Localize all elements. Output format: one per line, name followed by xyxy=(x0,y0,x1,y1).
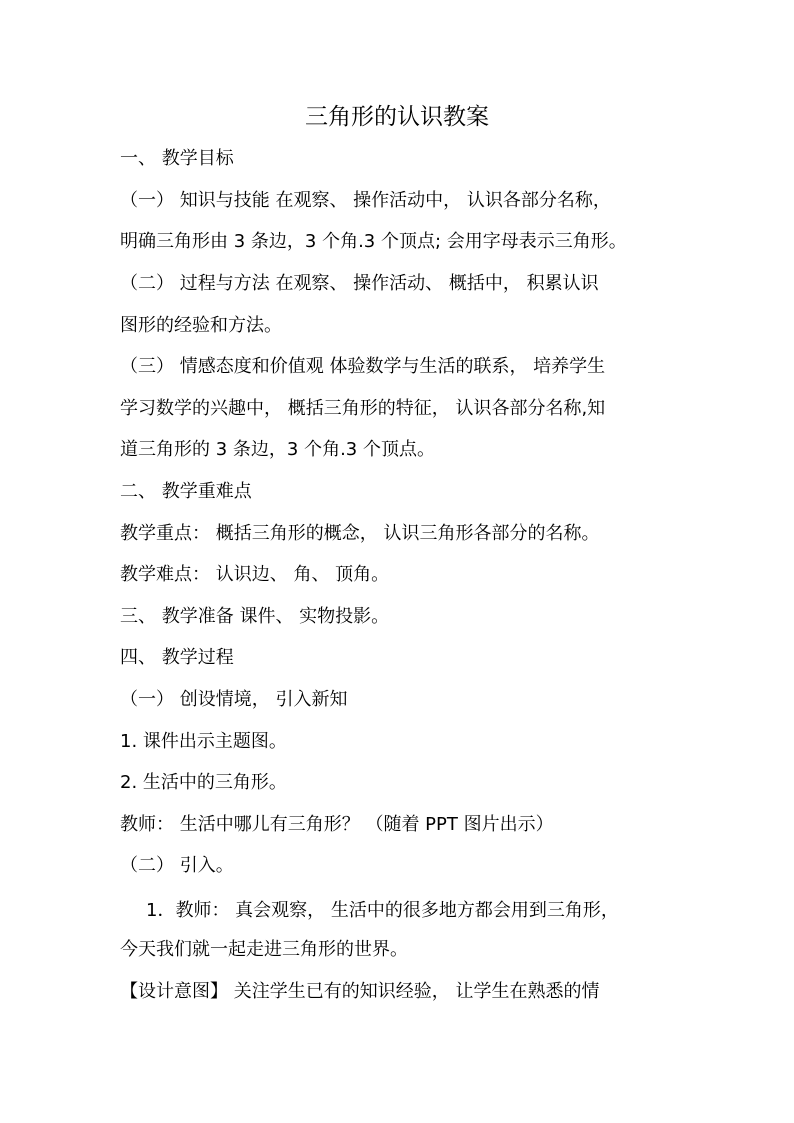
heading-teaching-process: 四、 教学过程 xyxy=(120,647,234,668)
heading-key-points: 二、 教学重难点 xyxy=(120,481,252,502)
text-line: （一） 知识与技能 在观察、 操作活动中， 认识各部分名称， xyxy=(120,190,611,211)
text-line: 今天我们就一起走进三角形的世界。 xyxy=(120,939,408,960)
document-title: 三角形的认识教案 xyxy=(305,104,489,130)
text-line: 学习数学的兴趣中， 概括三角形的特征， 认识各部分名称,知 xyxy=(120,398,606,419)
text-line: 1．教师： 真会观察， 生活中的很多地方都会用到三角形， xyxy=(146,900,619,921)
text-line: （一） 创设情境， 引入新知 xyxy=(120,689,348,710)
text-line: 明确三角形由 3 条边，3 个角.3 个顶点; 会用字母表示三角形。 xyxy=(120,231,627,252)
text-line: （二） 引入。 xyxy=(120,855,234,876)
text-line: 【设计意图】 关注学生已有的知识经验， 让学生在熟悉的情 xyxy=(120,981,600,1002)
list-item: 2. 生活中的三角形。 xyxy=(120,772,287,793)
text-line: 道三角形的 3 条边，3 个角.3 个顶点。 xyxy=(120,439,435,460)
text-line: 图形的经验和方法。 xyxy=(120,315,282,336)
text-line: 教学难点： 认识边、 角、 顶角。 xyxy=(120,564,390,585)
text-line: （二） 过程与方法 在观察、 操作活动、 概括中， 积累认识 xyxy=(120,273,599,294)
heading-preparation: 三、 教学准备 课件、 实物投影。 xyxy=(120,606,390,627)
text-line: （三） 情感态度和价值观 体验数学与生活的联系， 培养学生 xyxy=(120,356,606,377)
text-line: 教学重点： 概括三角形的概念， 认识三角形各部分的名称。 xyxy=(120,523,600,544)
text-line: 教师： 生活中哪儿有三角形？ （随着 PPT 图片出示） xyxy=(120,814,554,835)
heading-teaching-objectives: 一、 教学目标 xyxy=(120,148,234,169)
list-item: 1. 课件出示主题图。 xyxy=(120,731,287,752)
